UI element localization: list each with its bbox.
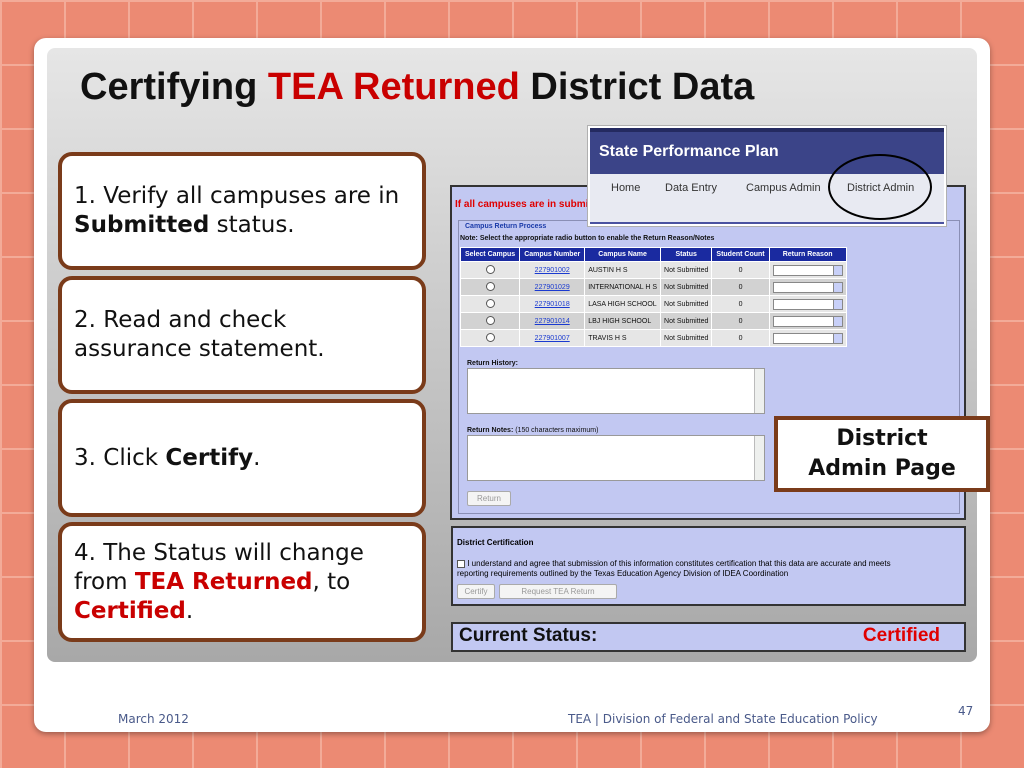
return-reason-cell (769, 279, 846, 296)
current-status-bar (451, 622, 966, 652)
return-history-label: Return History: (467, 360, 518, 367)
status-cell: Not Submitted (661, 313, 712, 330)
ack-line-2: reporting requirements outlined by the Texas Education Agency Division of IDEA Coordination (457, 569, 789, 578)
warning-text: If all campuses are in submi (455, 199, 589, 210)
return-reason-select[interactable] (773, 299, 843, 310)
campus-table (460, 247, 847, 347)
table-row (461, 262, 847, 279)
step-3-box (58, 399, 426, 517)
current-status-value: Certified (862, 625, 940, 646)
status-cell: Not Submitted (661, 262, 712, 279)
agree-checkbox[interactable] (457, 560, 465, 568)
student-count-cell: 0 (712, 296, 769, 313)
campus-radio[interactable] (486, 299, 495, 308)
return-history-textarea[interactable] (467, 368, 765, 414)
status-cell: Not Submitted (661, 279, 712, 296)
district-certification-panel (451, 526, 966, 606)
nav-home[interactable]: Home (611, 182, 641, 194)
request-tea-return-button[interactable]: Request TEA Return (499, 584, 617, 599)
select-cell (461, 279, 520, 296)
step-3-text: 3. Click Certify. (74, 444, 261, 471)
return-reason-cell (769, 330, 846, 347)
step-4-box (58, 522, 426, 642)
table-row (461, 296, 847, 313)
step-2-text: 2. Read and check assurance statement. (74, 307, 325, 362)
return-notes-label: Return Notes: (150 characters maximum) (467, 427, 599, 434)
col-return-reason: Return Reason (769, 248, 846, 262)
slide-title: Certifying TEA Returned District Data (80, 66, 755, 108)
table-row (461, 279, 847, 296)
district-admin-highlight-circle (828, 154, 932, 220)
return-button[interactable]: Return (467, 491, 511, 506)
col-student-count: Student Count (712, 248, 769, 262)
campus-number-cell (520, 313, 585, 330)
table-row (461, 330, 847, 347)
select-cell (461, 313, 520, 330)
table-header-row (461, 248, 847, 262)
campus-number-link[interactable]: 227901018 (534, 300, 570, 308)
campus-number-link[interactable]: 227901002 (534, 266, 570, 274)
spp-title: State Performance Plan (599, 143, 779, 160)
campus-name-cell: AUSTIN H S (585, 262, 661, 279)
select-cell (461, 330, 520, 347)
return-reason-select[interactable] (773, 316, 843, 327)
return-reason-select[interactable] (773, 282, 843, 293)
campus-number-cell (520, 330, 585, 347)
footer-date: March 2012 (118, 712, 189, 726)
step-2-box (58, 276, 426, 394)
callout-line-1: District (836, 426, 928, 451)
nav-district-admin[interactable]: District Admin (847, 182, 915, 194)
select-cell (461, 296, 520, 313)
nav-data-entry[interactable]: Data Entry (665, 182, 717, 194)
table-row (461, 313, 847, 330)
current-status-label: Current Status: (459, 625, 598, 646)
footer-organization: TEA | Division of Federal and State Education Policy (568, 712, 878, 726)
campus-radio[interactable] (486, 265, 495, 274)
crp-header: Campus Return Process (465, 223, 547, 230)
nav-campus-admin[interactable]: Campus Admin (746, 182, 821, 194)
student-count-cell: 0 (712, 279, 769, 296)
status-cell: Not Submitted (661, 330, 712, 347)
campus-name-cell: INTERNATIONAL H S (585, 279, 661, 296)
campus-number-cell (520, 262, 585, 279)
return-reason-select[interactable] (773, 265, 843, 276)
student-count-cell: 0 (712, 262, 769, 279)
campus-number-cell (520, 296, 585, 313)
return-notes-textarea[interactable] (467, 435, 765, 481)
district-admin-callout (774, 416, 990, 492)
step-4-text: 4. The Status will change from TEA Returned, to Certified. (74, 539, 364, 624)
page-number: 47 (958, 704, 974, 718)
return-reason-select[interactable] (773, 333, 843, 344)
return-reason-cell (769, 262, 846, 279)
campus-name-cell: LBJ HIGH SCHOOL (585, 313, 661, 330)
ack-line-1: I understand and agree that submission of this information constitutes certification that this data are accurate and meets (467, 559, 891, 568)
step-1-box (58, 152, 426, 270)
col-campus-number: Campus Number (520, 248, 585, 262)
select-cell (461, 262, 520, 279)
col-status: Status (661, 248, 712, 262)
campus-radio[interactable] (486, 282, 495, 291)
callout-line-2: Admin Page (808, 456, 956, 481)
student-count-cell: 0 (712, 330, 769, 347)
crp-note: Note: Select the appropriate radio button to enable the Return Reason/Notes (460, 235, 715, 242)
certify-button[interactable]: Certify (457, 584, 495, 599)
campus-number-link[interactable]: 227901007 (534, 334, 570, 342)
status-cell: Not Submitted (661, 296, 712, 313)
return-reason-cell (769, 296, 846, 313)
campus-number-link[interactable]: 227901014 (534, 317, 570, 325)
campus-radio[interactable] (486, 316, 495, 325)
campus-number-link[interactable]: 227901029 (534, 283, 570, 291)
certification-title: District Certification (457, 538, 534, 547)
campus-name-cell: TRAVIS H S (585, 330, 661, 347)
col-select-campus: Select Campus (461, 248, 520, 262)
certification-statement (457, 559, 966, 579)
campus-name-cell: LASA HIGH SCHOOL (585, 296, 661, 313)
return-reason-cell (769, 313, 846, 330)
step-1-text: 1. Verify all campuses are in Submitted status. (74, 183, 400, 238)
student-count-cell: 0 (712, 313, 769, 330)
campus-number-cell (520, 279, 585, 296)
col-campus-name: Campus Name (585, 248, 661, 262)
campus-radio[interactable] (486, 333, 495, 342)
